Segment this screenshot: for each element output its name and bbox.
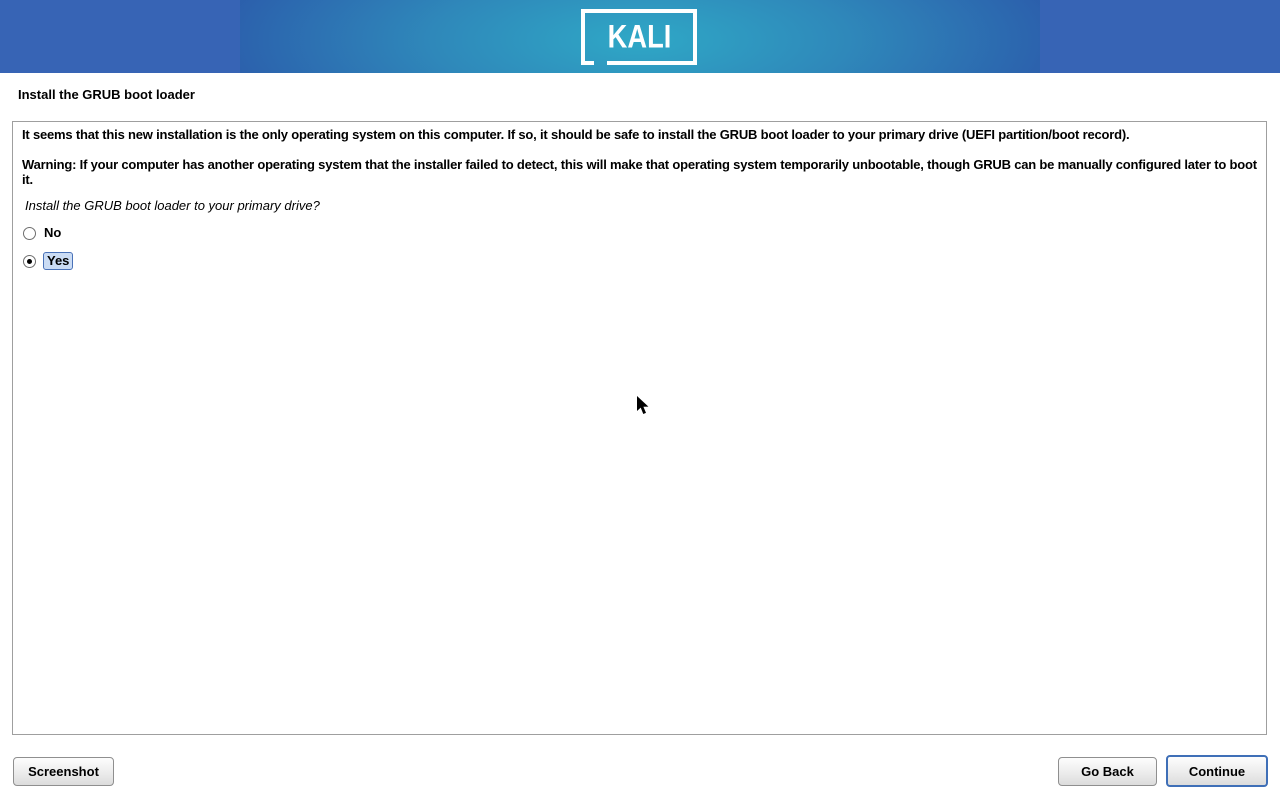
continue-button[interactable]: Continue bbox=[1166, 755, 1268, 787]
radio-option-yes[interactable] bbox=[23, 253, 1257, 269]
content-box bbox=[12, 121, 1267, 735]
mouse-cursor-icon bbox=[637, 396, 650, 421]
radio-yes-icon[interactable] bbox=[23, 255, 36, 268]
kali-logo bbox=[580, 9, 699, 65]
go-back-button[interactable]: Go Back bbox=[1058, 757, 1157, 786]
kali-banner bbox=[0, 0, 1280, 73]
radio-yes-label[interactable]: Yes bbox=[43, 252, 73, 270]
radio-no-label[interactable]: No bbox=[44, 225, 62, 240]
page-title: Install the GRUB boot loader bbox=[18, 87, 195, 102]
grub-install-radio-group bbox=[22, 225, 1257, 269]
kali-logo-text: KALI bbox=[607, 18, 672, 55]
radio-option-no[interactable] bbox=[23, 225, 1257, 241]
info-paragraph: It seems that this new installation is the only operating system on this computer. If so, it should be safe to install the GRUB boot loader to your primary drive (UEFI partition/boot record). bbox=[22, 127, 1130, 142]
warning-paragraph: Warning: If your computer has another operating system that the installer failed to detect, this will make that operating system temporarily unbootable, though GRUB can be manually configured later to boot it. bbox=[22, 157, 1257, 187]
question-label: Install the GRUB boot loader to your primary drive? bbox=[25, 198, 320, 213]
screenshot-button[interactable]: Screenshot bbox=[13, 757, 114, 786]
radio-no-icon[interactable] bbox=[23, 227, 36, 240]
